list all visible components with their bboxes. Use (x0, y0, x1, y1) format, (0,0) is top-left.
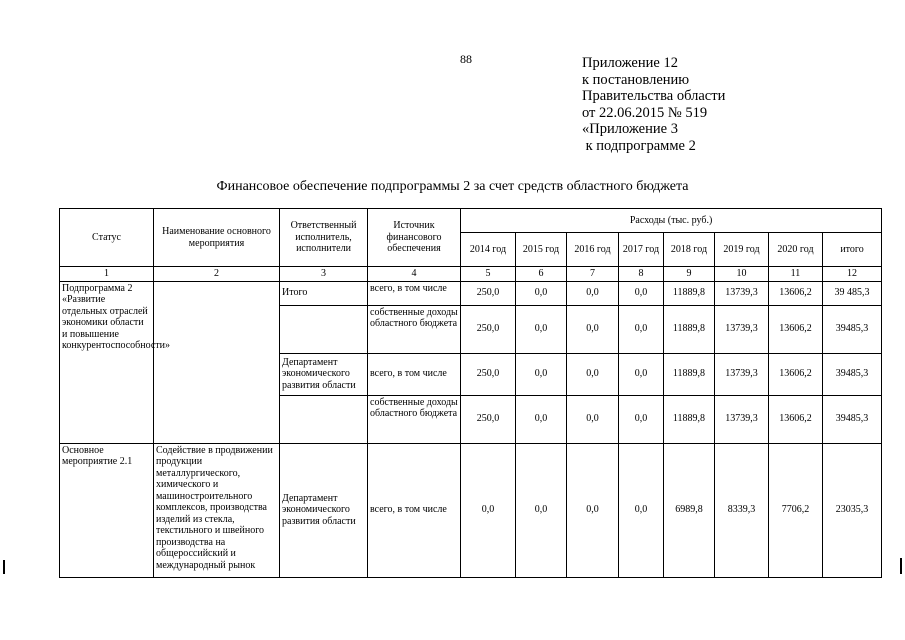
value-cell: 0,0 (516, 395, 567, 443)
executor-cell: Итого (280, 281, 368, 305)
value-cell: 0,0 (619, 395, 664, 443)
status-cell: Подпрограмма 2 «Развитие отдельных отраслей экономики области и повышение конкурентоспособности» (60, 281, 154, 443)
value-cell: 0,0 (567, 395, 619, 443)
header-year: 2017 год (619, 233, 664, 267)
executor-cell: Департамент экономического развития области (280, 443, 368, 577)
source-cell: собственные доходы областного бюджета (368, 395, 461, 443)
appendix-line: к постановлению (582, 71, 690, 88)
value-cell: 13739,3 (715, 281, 769, 305)
value-cell: 7706,2 (769, 443, 823, 577)
executor-cell (280, 395, 368, 443)
header-source: Источник финансового обеспечения (368, 209, 461, 267)
value-cell: 11889,8 (664, 353, 715, 395)
scan-edge-mark (900, 558, 902, 574)
col-number: 5 (461, 267, 516, 282)
value-cell: 13739,3 (715, 395, 769, 443)
value-cell: 0,0 (567, 281, 619, 305)
col-number: 4 (368, 267, 461, 282)
col-number: 11 (769, 267, 823, 282)
col-number: 8 (619, 267, 664, 282)
col-number: 1 (60, 267, 154, 282)
col-number: 3 (280, 267, 368, 282)
value-cell: 6989,8 (664, 443, 715, 577)
appendix-note (582, 55, 725, 155)
value-cell: 0,0 (516, 353, 567, 395)
value-cell: 11889,8 (664, 281, 715, 305)
source-cell: всего, в том числе (368, 281, 461, 305)
value-cell: 13606,2 (769, 281, 823, 305)
header-year: 2016 год (567, 233, 619, 267)
executor-cell: Департамент экономического развития области (280, 353, 368, 395)
value-cell: 0,0 (619, 305, 664, 353)
executor-cell (280, 305, 368, 353)
header-total: итого (823, 233, 882, 267)
value-cell: 0,0 (516, 305, 567, 353)
appendix-line: Приложение 12 (582, 55, 678, 71)
value-cell: 13739,3 (715, 353, 769, 395)
value-cell: 250,0 (461, 281, 516, 305)
appendix-line: «Приложение 3 (582, 121, 678, 138)
value-cell: 0,0 (461, 443, 516, 577)
value-cell: 39485,3 (823, 305, 882, 353)
page-number: 88 (460, 52, 472, 66)
header-name: Наименование основного мероприятия (154, 209, 280, 267)
value-cell: 39 485,3 (823, 281, 882, 305)
value-cell: 250,0 (461, 353, 516, 395)
header-year: 2018 год (664, 233, 715, 267)
name-cell: Содействие в продвижении продукции металлургического, химического и машиностроительного комплексов, производства изделий из стекла, текстильного и швейного производства на общероссийский и международный рынок (154, 443, 280, 577)
table-row (60, 281, 882, 305)
header-year: 2014 год (461, 233, 516, 267)
value-cell: 250,0 (461, 305, 516, 353)
col-number: 10 (715, 267, 769, 282)
value-cell: 39485,3 (823, 395, 882, 443)
column-numbers-row (60, 267, 882, 282)
value-cell: 0,0 (619, 281, 664, 305)
col-number: 6 (516, 267, 567, 282)
appendix-line: от 22.06.2015 № 519 (582, 104, 708, 121)
value-cell: 0,0 (567, 443, 619, 577)
value-cell: 13739,3 (715, 305, 769, 353)
appendix-line: Правительства области (582, 88, 726, 105)
col-number: 12 (823, 267, 882, 282)
value-cell: 0,0 (619, 353, 664, 395)
name-cell (154, 281, 280, 443)
value-cell: 23035,3 (823, 443, 882, 577)
value-cell: 8339,3 (715, 443, 769, 577)
col-number: 9 (664, 267, 715, 282)
finance-table (59, 208, 882, 578)
header-status: Статус (60, 209, 154, 267)
value-cell: 0,0 (619, 443, 664, 577)
value-cell: 0,0 (567, 353, 619, 395)
table-row (60, 443, 882, 577)
value-cell: 39485,3 (823, 353, 882, 395)
col-number: 2 (154, 267, 280, 282)
status-cell: Основное мероприятие 2.1 (60, 443, 154, 577)
header-expenses: Расходы (тыс. руб.) (461, 209, 882, 233)
header-year: 2015 год (516, 233, 567, 267)
header-executor: Ответственный исполнитель, исполнители (280, 209, 368, 267)
value-cell: 11889,8 (664, 395, 715, 443)
value-cell: 0,0 (516, 443, 567, 577)
source-cell: всего, в том числе (368, 353, 461, 395)
value-cell: 13606,2 (769, 395, 823, 443)
value-cell: 0,0 (567, 305, 619, 353)
value-cell: 250,0 (461, 395, 516, 443)
value-cell: 11889,8 (664, 305, 715, 353)
scan-edge-mark (3, 560, 5, 574)
source-cell: всего, в том числе (368, 443, 461, 577)
header-year: 2019 год (715, 233, 769, 267)
document-title: Финансовое обеспечение подпрограммы 2 за счет средств областного бюджета (216, 179, 689, 194)
appendix-line: к подпрограмме 2 (582, 137, 696, 154)
value-cell: 0,0 (516, 281, 567, 305)
col-number: 7 (567, 267, 619, 282)
source-cell: собственные доходы областного бюджета (368, 305, 461, 353)
header-year: 2020 год (769, 233, 823, 267)
value-cell: 13606,2 (769, 353, 823, 395)
value-cell: 13606,2 (769, 305, 823, 353)
